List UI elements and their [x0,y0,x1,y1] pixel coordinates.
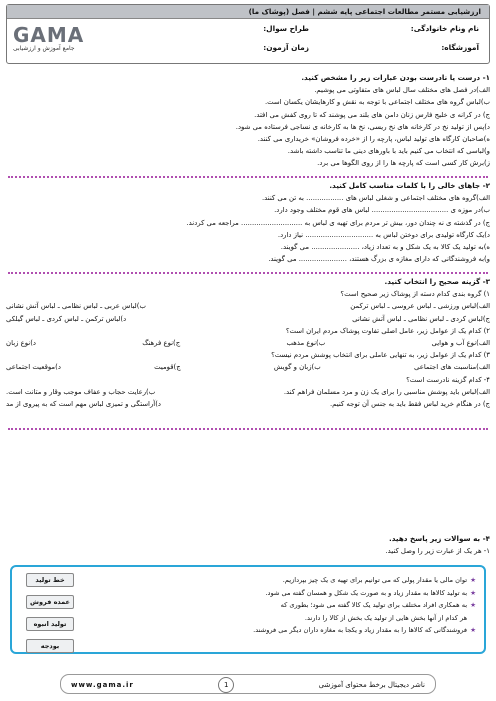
matching-item: هر کدام از آنها بخش هایی از تولید یک بخش از کالا را دارند. [304,613,468,622]
question-line: الف)گروه های مختلف اجتماعی و شغلی لباس های ................. به تن می کنند. [261,194,490,203]
options-row [6,361,490,373]
star-icon: ★ [470,626,476,634]
designer-label: طراح سوال: [263,24,309,33]
option: الف)لباس باید پوشش مناسبی را برای یک زن و مرد مسلمان فراهم کند. [283,387,490,396]
matching-item: ★به تولید کالاها به مقدار زیاد و به صورت یک شکل و همسان گفته می شود. [265,588,476,597]
star-icon: ★ [470,576,476,584]
matching-box [10,565,486,654]
question-line: الف)در فصل های مختلف سال لباس های متفاوتی می پوشیم. [314,86,490,95]
star-icon: ★ [470,601,476,609]
question-text: ۲) کدام یک از عوامل زیر، عامل اصلی تفاوت پوشاک مردم ایران است؟ [285,326,490,335]
option: ج)نوع فرهنگ [142,339,181,348]
exam-title: ارزشیابی مستمر مطالعات اجتماعی پایه ششم | فصل (پوشاک ما) [7,5,489,19]
question-line: ز)برش کار کسی است که پارچه ها را از روی الگوها می برد. [317,159,490,168]
option: الف)لباس ورزشی ـ لباس عروسی ـ لباس ترکمن [350,302,490,311]
option: ج)لباس کردی ـ لباس نظامی ـ لباس آتش نشانی [352,314,490,323]
options-row [6,300,490,312]
section-answer [6,533,490,557]
matching-terms [24,573,74,661]
matching-item: ★فروشندگانی که کالاها را به مقدار زیاد و یکجا به مغازه داران دیگر می فروشند. [253,626,476,634]
term-chip[interactable]: عمده فروش [26,595,74,609]
section-true-false [6,72,490,170]
page-footer [60,674,436,694]
option: د)لباس ترکمن ـ لباس کردی ـ لباس گیلکی [6,314,127,323]
dotted-divider [8,428,488,430]
term-chip[interactable]: خط تولید [26,573,74,587]
question-line: ب)لباس گروه های مختلف اجتماعی با توجه به نقش و کارهایشان یکسان است. [264,98,490,107]
options-row [6,337,490,349]
question-text: ۳) کدام یک از عوامل زیر، به تنهایی عاملی برای انتخاب پوشش مردم نیست؟ [271,351,490,360]
school-label: آموزشگاه: [441,43,479,52]
question-line: ه)به تولید یک کالا به یک شکل و به تعداد زیاد، ...................... می گویند. [280,243,490,252]
option: ب)لباس عربی ـ لباس نظامی ـ لباس آتش نشانی [6,302,146,311]
option: ب)زبان و گویش [273,363,321,372]
section-multiple-choice [6,276,490,410]
option: د)موقعیت اجتماعی [6,363,61,372]
option: الف)مناسبت های اجتماعی [413,363,490,372]
section-fill-blanks [6,180,490,265]
term-chip[interactable]: بودجه [26,639,74,653]
exam-time-label: زمان آزمون: [263,43,309,52]
gama-logo: GAMA جامع آموزش و ارزشیابی [13,23,85,52]
dotted-divider [8,176,488,178]
option: ج) در هنگام خرید لباس فقط باید به جنس آن توجه کنیم. [329,400,490,409]
question-line: و)لباسی که انتخاب می کنیم باید با باورهای دینی ما تناسب داشته باشد. [287,147,490,156]
question-text: ۴- کدام گزینه نادرست است؟ [406,375,490,384]
section-title: ۳- گزینه صحیح را انتخاب کنید. [384,277,490,286]
footer-tagline: ناشر دیجیتال برخط محتوای آموزشی [318,681,425,689]
options-row [6,313,490,325]
page-number: 1 [218,677,234,693]
option: د)آراستگی و تمیزی لباس مهم است که به پیروی از مد [6,400,161,409]
section-title: ۴- به سوالات زیر پاسخ دهید. [389,534,490,543]
website-link[interactable]: www.gama.ir [71,681,134,689]
question-line: د)پس از تولید نخ در کارخانه های نخ ریسی، نخ ها به کارخانه ی نساجی فرستاده می شود. [235,122,490,131]
question-line: ج) در گذشته ی نه چندان دور، بیش تر مردم برای تهیه ی لباس به ............................ مراجعه می کردند. [186,218,490,227]
option: د)نوع زبان [6,339,36,348]
option: ب)نوع مذهب [286,339,326,348]
section-title: ۱- درست یا نادرست بودن عبارات زیر را مشخص کنید. [301,73,490,82]
question-line: د)یک کارگاه تولیدی برای دوختن لباس به ............................... نیاز دارد. [277,230,490,239]
options-row [6,386,490,398]
section-title: ۲- جاهای خالی را با کلمات مناسب کامل کنید. [329,181,490,190]
matching-item: ★توان مالی یا مقدار پولی که می توانیم برای تهیه ی یک چیز بپردازیم. [282,576,476,584]
question-line: ب)در موزه ی ................................... لباس های قوم مختلف وجود دارد. [274,206,490,215]
exam-header [6,4,490,64]
option: ب)رعایت حجاب و عفاف موجب وقار و متانت است. [6,387,156,396]
question-text: ۱- هر یک از عبارت زیر را وصل کنید. [385,547,490,556]
dotted-divider [8,272,488,274]
question-line: و)به فروشندگانی که دارای مغازه ی بزرگ هستند، ...................... می گویند. [268,255,490,264]
question-text: ۱) گروه بندی کدام دسته از پوشاک زیر صحیح است؟ [340,290,490,299]
question-line: ج) در کرانه ی خلیج فارس زنان دامن های بلند می پوشند که تا روی کفش می افتد. [254,110,490,119]
option: الف)نوع آب و هوایی [431,339,490,348]
star-icon: ★ [470,588,476,597]
matching-item: ★به همکاری افراد مختلف برای تولید یک کالا گفته می شود؛ بطوری که [280,601,476,609]
options-row [6,398,490,410]
question-line: ه)صاحبان کارگاه های تولید لباس، پارچه را از «خرده فروشان» خریداری می کنند. [257,135,490,144]
option: ج)قومیت [154,363,181,372]
student-name-label: نام ونام خانوادگی: [410,24,479,33]
matching-statements [176,574,476,637]
term-chip[interactable]: تولید انبوه [26,617,74,631]
